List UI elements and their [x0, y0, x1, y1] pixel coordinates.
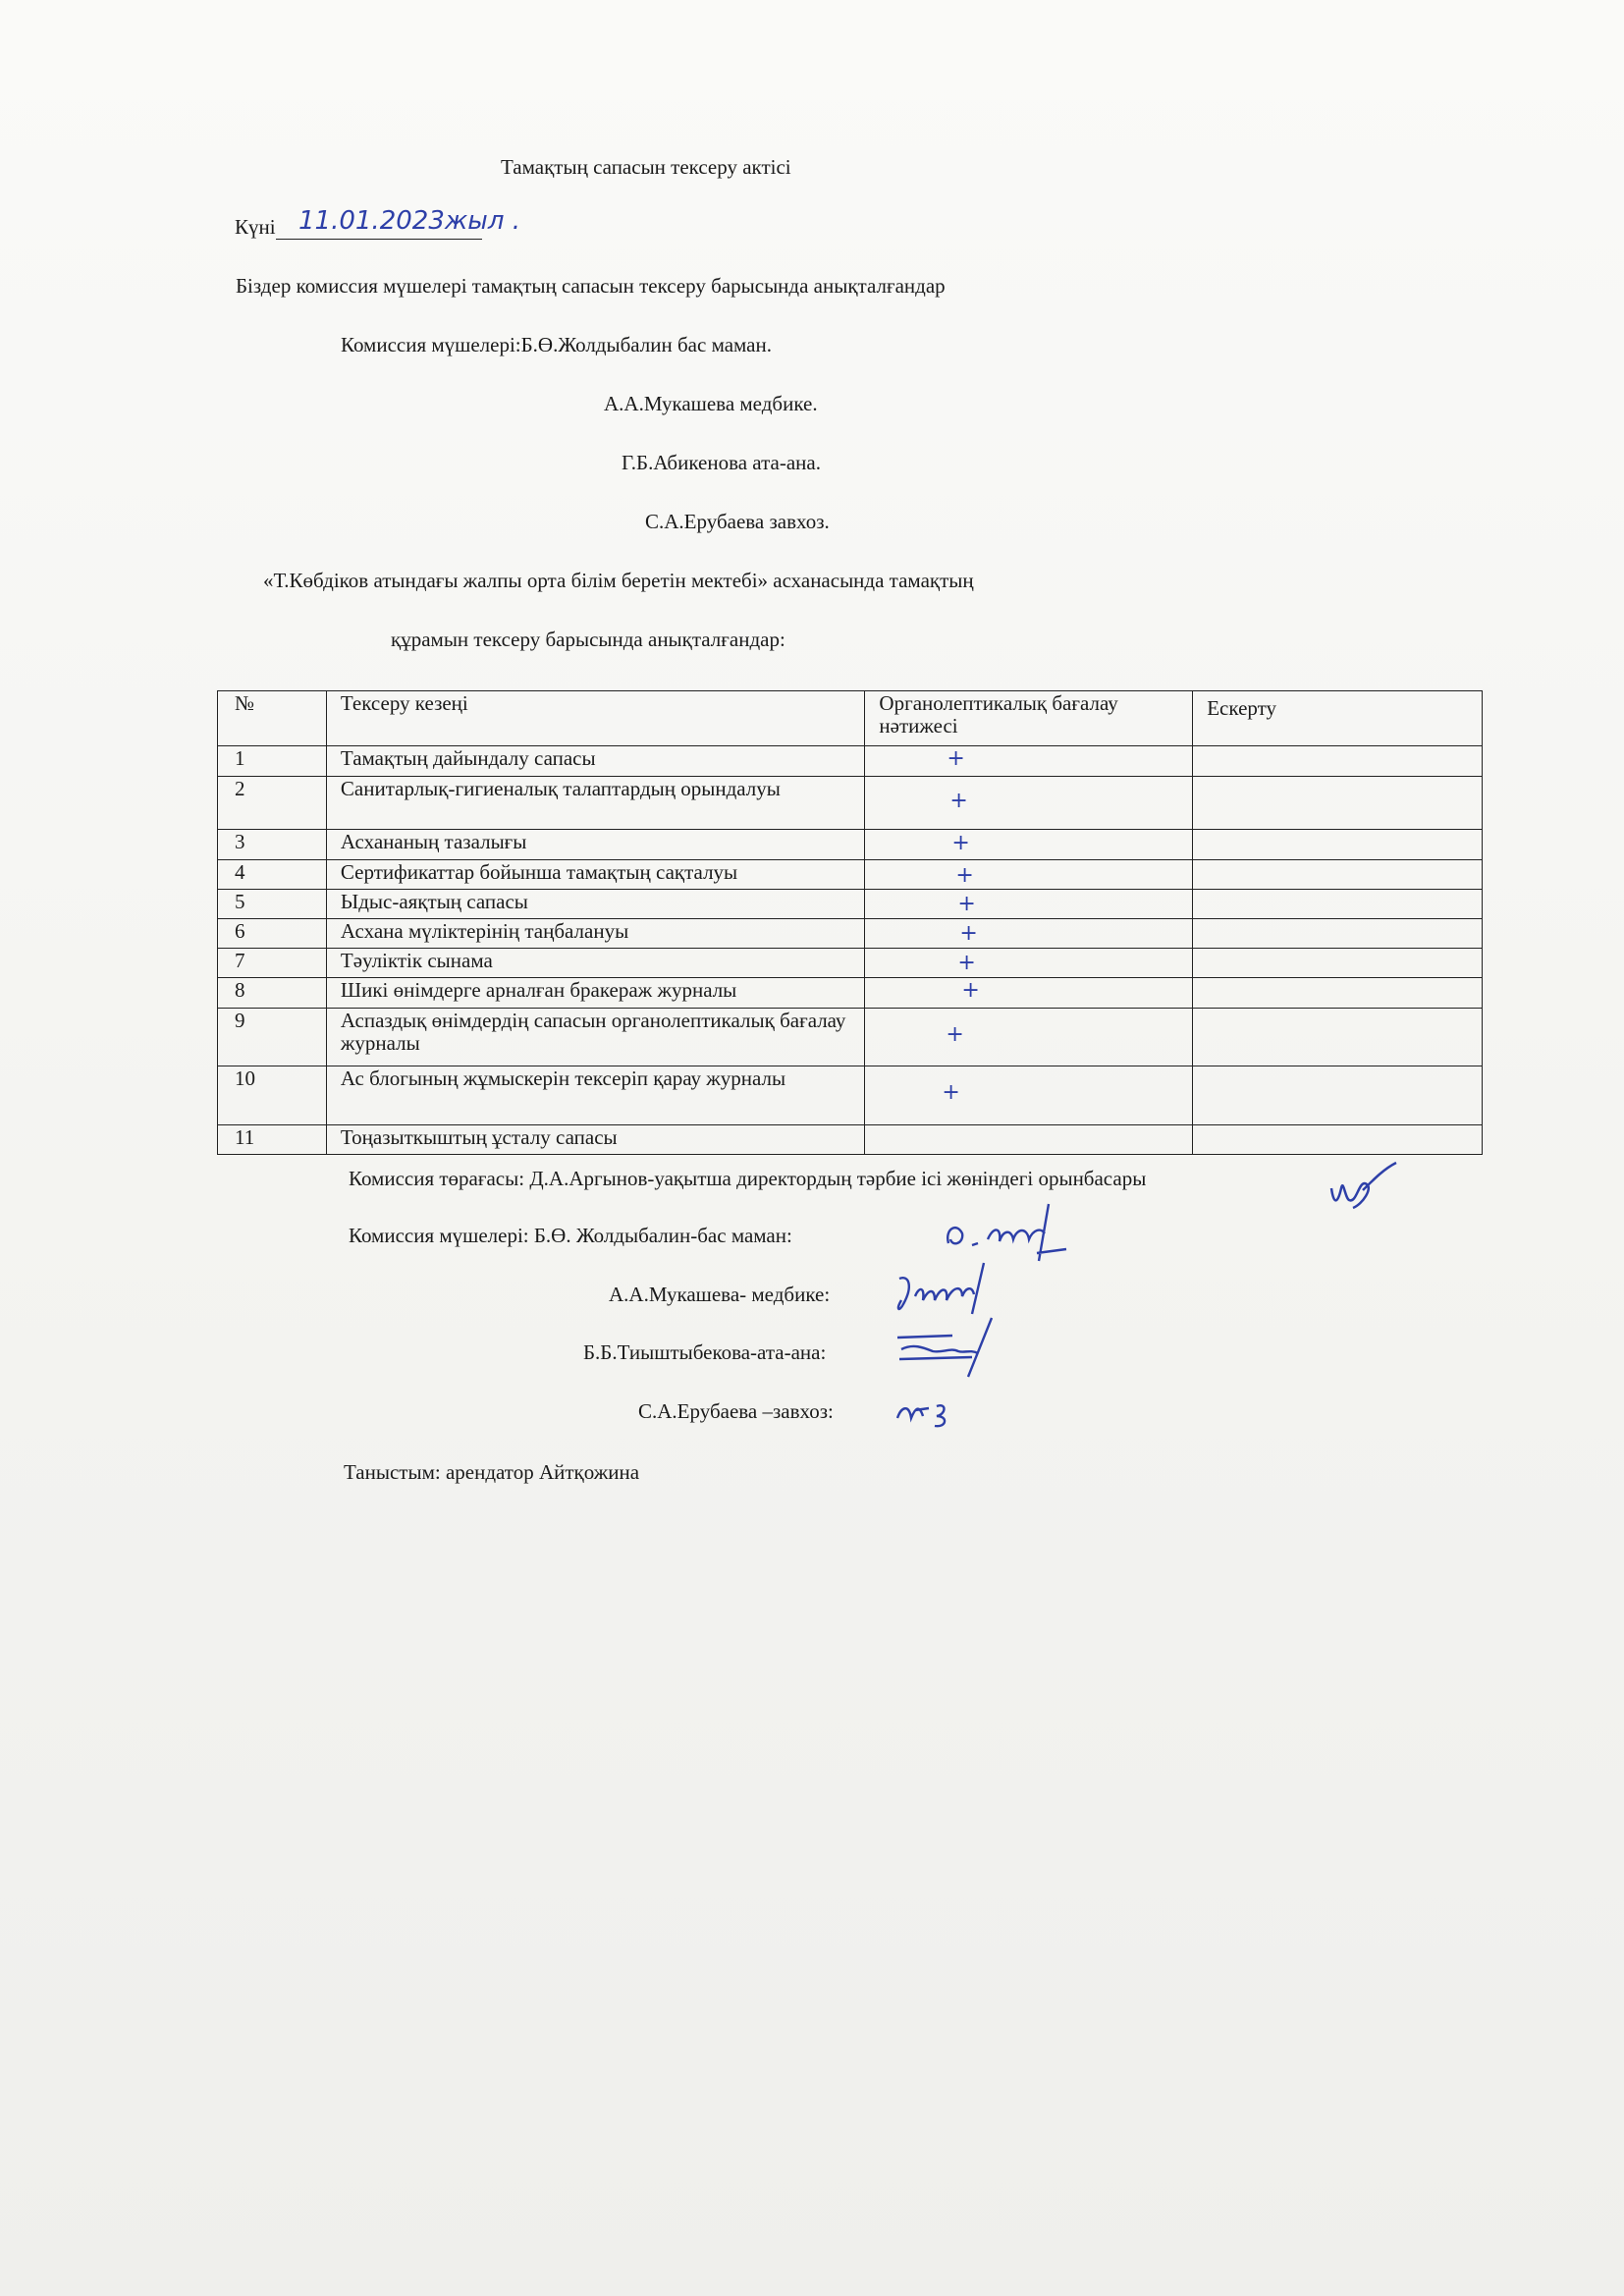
header-stage: Тексеру кезеңі — [326, 691, 865, 746]
commission-member-4: С.А.Ерубаева завхоз. — [645, 510, 830, 533]
result-mark: + — [957, 892, 976, 916]
table-row — [218, 860, 1483, 890]
row-note — [1193, 746, 1483, 777]
row-stage: Тоңазыткыштың ұсталу сапасы — [326, 1125, 865, 1155]
member-4-signature — [892, 1385, 970, 1434]
row-result — [865, 777, 1193, 830]
row-number: 11 — [218, 1125, 327, 1155]
row-note — [1193, 860, 1483, 890]
row-note — [1193, 830, 1483, 860]
table-row — [218, 1066, 1483, 1125]
intro-text: Біздер комиссия мүшелері тамақтың сапасын тексеру барысында анықталғандар — [236, 274, 946, 298]
table-header-row — [218, 691, 1483, 746]
row-note — [1193, 777, 1483, 830]
row-note — [1193, 1125, 1483, 1155]
table-row — [218, 978, 1483, 1009]
header-number: № — [218, 691, 327, 746]
row-result — [865, 978, 1193, 1009]
table-row — [218, 919, 1483, 949]
signature-line-member-2: А.А.Мукашева- медбике: — [609, 1283, 831, 1306]
row-note — [1193, 949, 1483, 978]
row-stage: Тамақтың дайындалу сапасы — [326, 746, 865, 777]
school-line-2: құрамын тексеру барысында анықталғандар: — [391, 628, 785, 651]
result-mark: + — [957, 951, 976, 975]
result-mark: + — [946, 1022, 964, 1047]
row-result — [865, 919, 1193, 949]
result-mark: + — [942, 1080, 960, 1105]
table-row — [218, 949, 1483, 978]
row-stage: Шикі өнімдерге арналған бракераж журналы — [326, 978, 865, 1009]
row-number: 6 — [218, 919, 327, 949]
row-number: 8 — [218, 978, 327, 1009]
row-result — [865, 949, 1193, 978]
row-result — [865, 1066, 1193, 1125]
commission-member-2: А.А.Мукашева медбике. — [604, 392, 818, 415]
row-note — [1193, 890, 1483, 919]
row-number: 4 — [218, 860, 327, 890]
commission-first-member: Комиссия мүшелері:Б.Ө.Жолдыбалин бас маман. — [341, 333, 772, 356]
row-stage: Тәуліктік сынама — [326, 949, 865, 978]
signature-line-member-1: Комиссия мүшелері: Б.Ө. Жолдыбалин-бас маман: — [349, 1224, 792, 1247]
inspection-table — [217, 690, 1483, 1155]
table-row — [218, 890, 1483, 919]
row-note — [1193, 1066, 1483, 1125]
row-note — [1193, 978, 1483, 1009]
member-3-signature — [893, 1314, 1001, 1383]
row-result — [865, 860, 1193, 890]
table-row — [218, 777, 1483, 830]
row-number: 5 — [218, 890, 327, 919]
row-stage: Аспаздық өнімдердің сапасын органолептикалық бағалау журналы — [326, 1009, 865, 1066]
row-stage: Ас блогының жұмыскерін тексеріп қарау журналы — [326, 1066, 865, 1125]
date-handwritten: 11.01.2023жыл . — [298, 206, 520, 236]
result-mark: + — [951, 831, 970, 855]
row-note — [1193, 919, 1483, 949]
row-result — [865, 890, 1193, 919]
row-stage: Сертификаттар бойынша тамақтың сақталуы — [326, 860, 865, 890]
document-title: Тамақтың сапасын тексеру актісі — [501, 155, 791, 179]
row-number: 9 — [218, 1009, 327, 1066]
row-number: 1 — [218, 746, 327, 777]
result-mark: + — [961, 978, 980, 1003]
row-result — [865, 830, 1193, 860]
chair-signature — [1324, 1159, 1402, 1218]
row-note — [1193, 1009, 1483, 1066]
header-note: Ескерту — [1193, 691, 1483, 746]
row-number: 2 — [218, 777, 327, 830]
row-number: 10 — [218, 1066, 327, 1125]
result-mark: + — [959, 921, 978, 946]
result-mark: + — [947, 746, 965, 771]
row-result — [865, 1125, 1193, 1155]
result-mark: + — [955, 863, 974, 888]
row-stage: Санитарлық-гигиеналық талаптардың орындалуы — [326, 777, 865, 830]
commission-chair: Комиссия төрағасы: Д.А.Аргынов-уақытша директордың тәрбие ісі жөніндегі орынбасары — [349, 1167, 1147, 1190]
row-stage: Асхана мүліктерінің таңбалануы — [326, 919, 865, 949]
date-label: Күні — [235, 215, 276, 239]
table-row — [218, 1009, 1483, 1066]
row-stage: Асхананың тазалығы — [326, 830, 865, 860]
table-row — [218, 830, 1483, 860]
table-row — [218, 746, 1483, 777]
row-number: 7 — [218, 949, 327, 978]
row-result — [865, 746, 1193, 777]
school-line-1: «Т.Көбдіков атындағы жалпы орта білім беретін мектебі» асханасында тамақтың — [263, 569, 974, 592]
header-result: Органолептикалық бағалау нәтижесі — [865, 691, 1193, 746]
row-result — [865, 1009, 1193, 1066]
acquainted-line: Таныстым: арендатор Айтқожина — [344, 1460, 640, 1484]
result-mark: + — [949, 789, 968, 813]
table-row — [218, 1125, 1483, 1155]
row-stage: Ыдыс-аяқтың сапасы — [326, 890, 865, 919]
signature-line-member-4: С.А.Ерубаева –завхоз: — [638, 1399, 834, 1423]
commission-member-3: Г.Б.Абикенова ата-ана. — [622, 451, 821, 474]
signature-line-member-3: Б.Б.Тиыштыбекова-ата-ана: — [583, 1340, 827, 1364]
row-number: 3 — [218, 830, 327, 860]
